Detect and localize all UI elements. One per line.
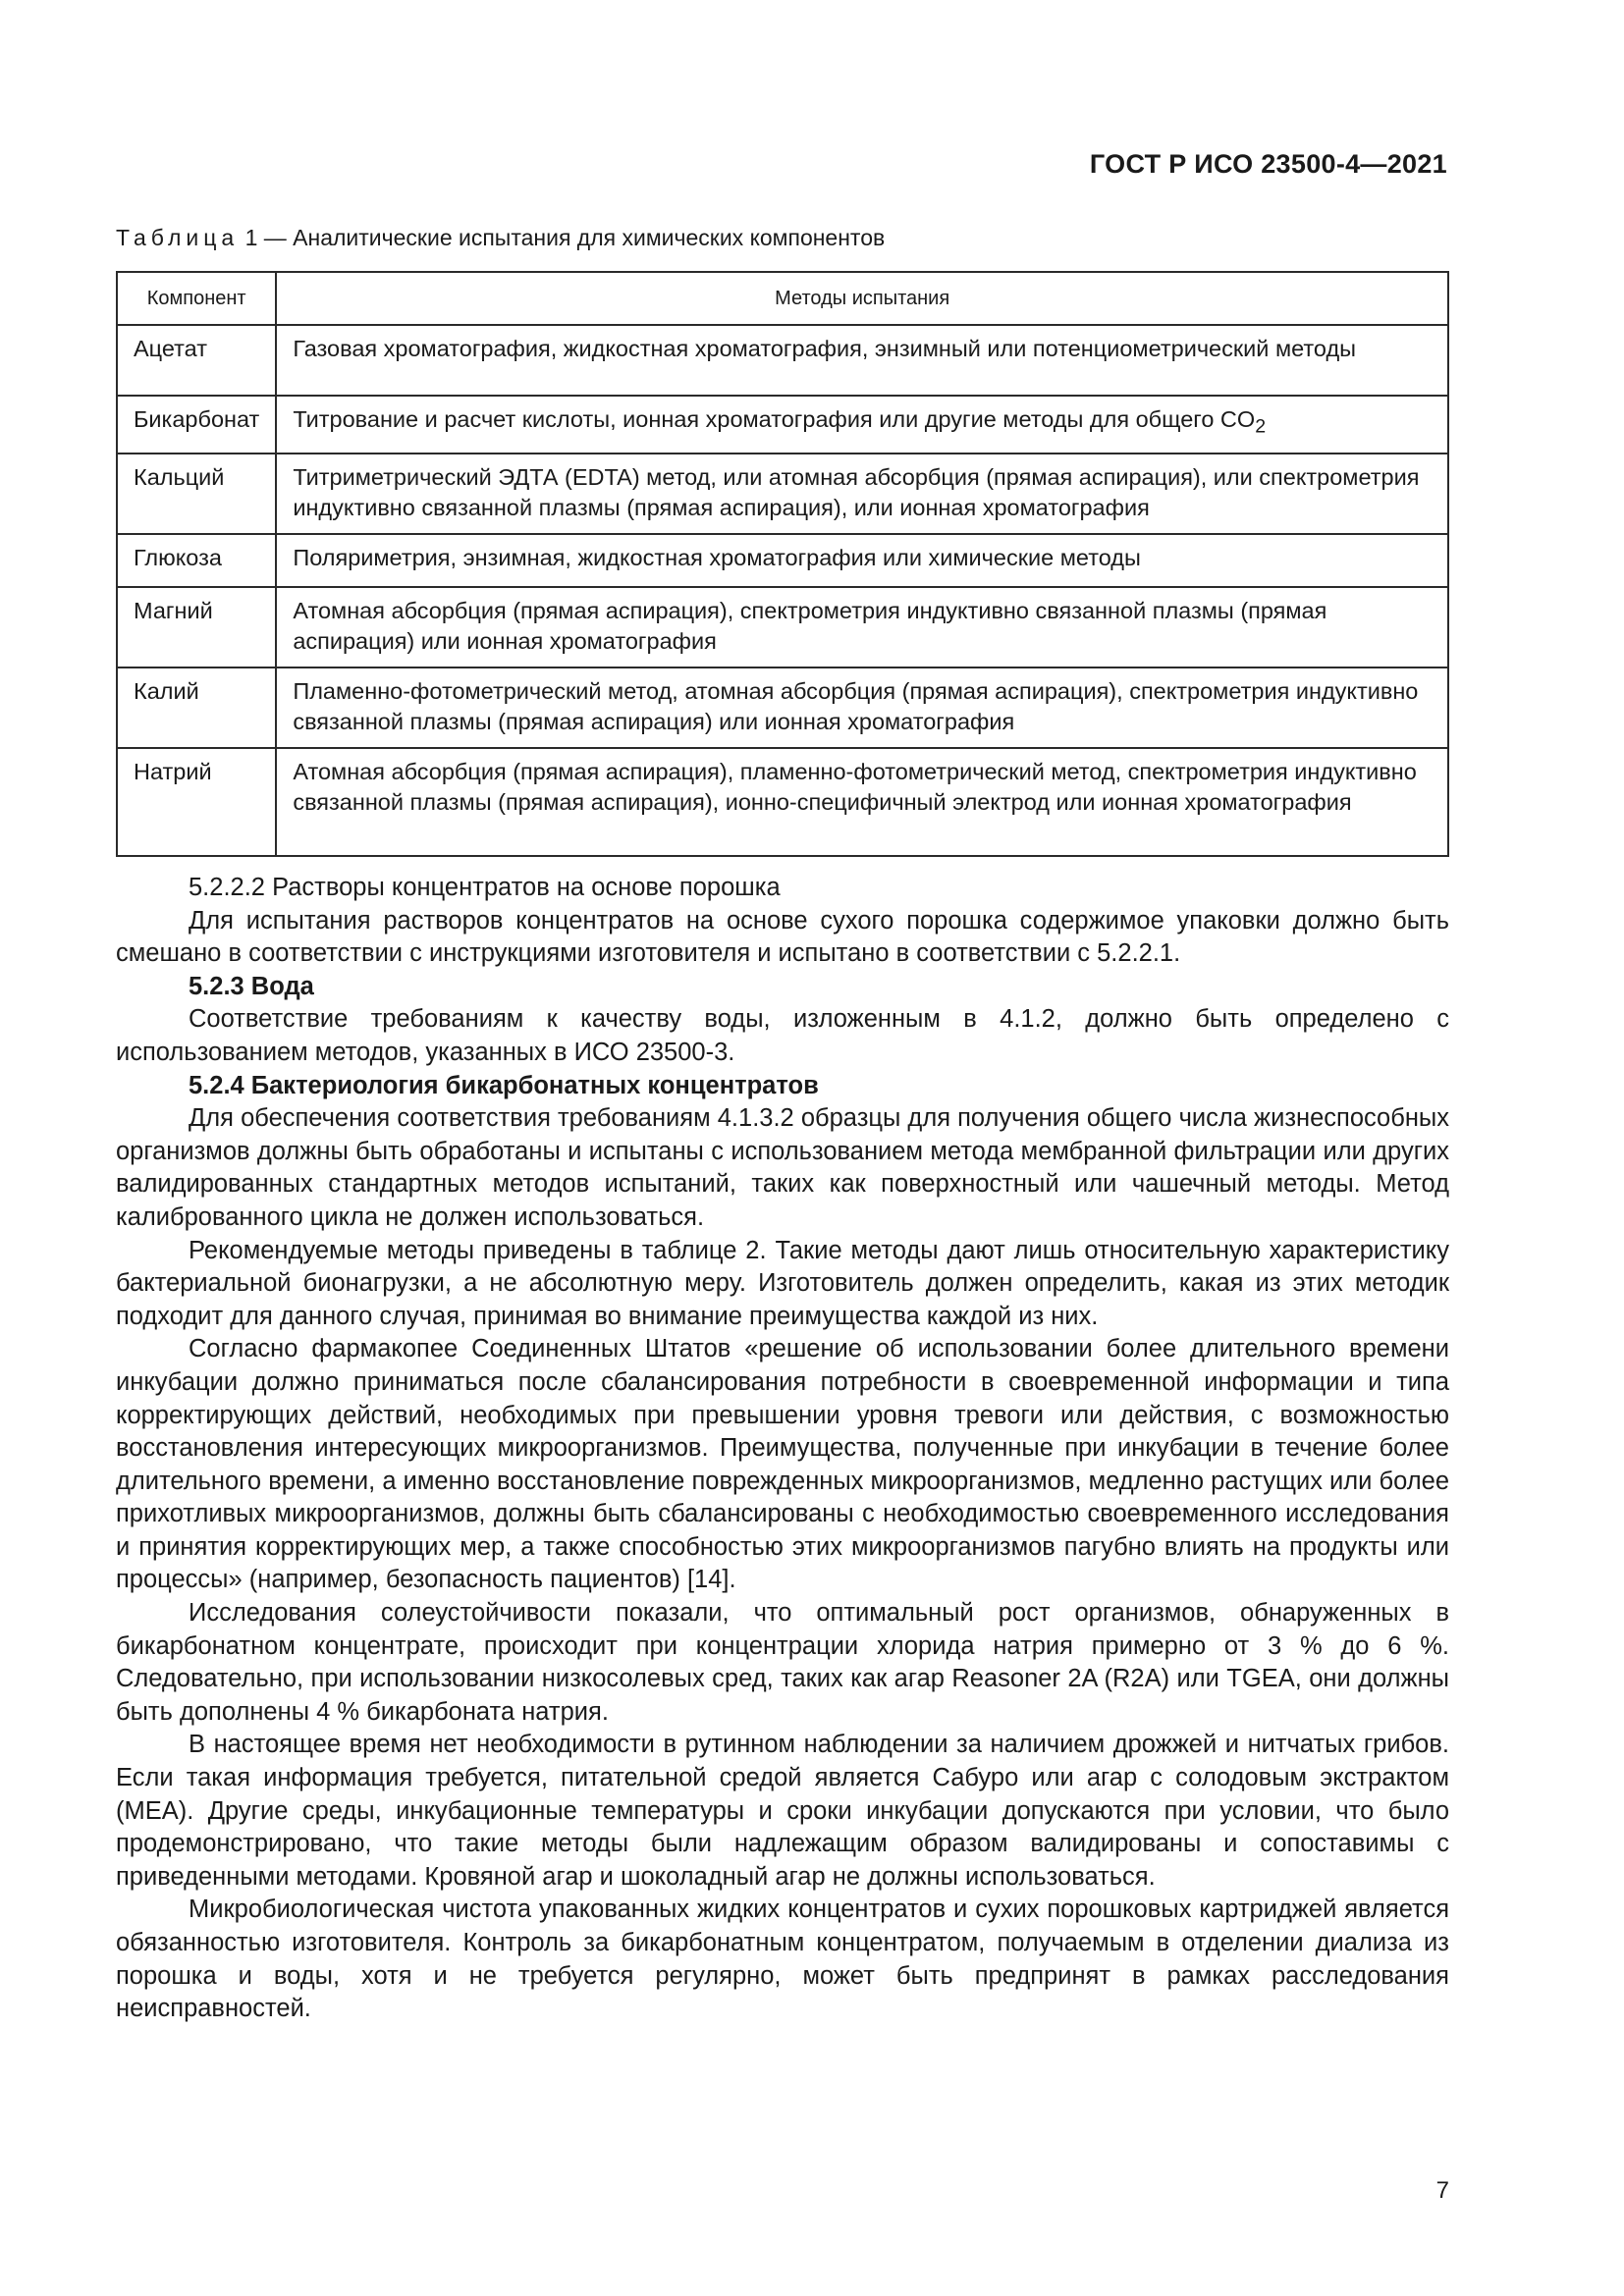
column-header-methods: Методы испытания xyxy=(276,272,1448,325)
methods-cell: Поляриметрия, энзимная, жидкостная хроматография или химические методы xyxy=(276,534,1448,587)
component-cell: Магний xyxy=(117,587,276,667)
table-row xyxy=(117,454,1448,534)
methods-cell: Атомная абсорбция (прямая аспирация), пламенно-фотометрический метод, спектрометрия индуктивно связанной плазмы (прямая аспирация), ионно-специфичный электрод или ионная хроматография xyxy=(276,748,1448,856)
subsection-title: 5.2.2.2 Растворы концентратов на основе порошка xyxy=(189,874,781,901)
component-cell: Натрий xyxy=(117,748,276,856)
table-caption xyxy=(116,225,885,251)
component-cell: Глюкоза xyxy=(117,534,276,587)
methods-cell: Атомная абсорбция (прямая аспирация), спектрометрия индуктивно связанной плазмы (прямая аспирация) или ионная хроматография xyxy=(276,587,1448,667)
section-heading: 5.2.4 Бактериология бикарбонатных концентратов xyxy=(189,1071,819,1099)
component-cell: Кальций xyxy=(117,454,276,534)
methods-text: Титрование и расчет кислоты, ионная хроматография или другие методы для общего CO xyxy=(293,406,1256,432)
page-number: 7 xyxy=(1435,2177,1449,2204)
table-row xyxy=(117,325,1448,396)
component-cell: Ацетат xyxy=(117,325,276,396)
table-row xyxy=(117,396,1448,454)
methods-subscript: 2 xyxy=(1255,415,1267,438)
paragraph: Для обеспечения соответствия требованиям 4.1.3.2 образцы для получения общего числа жизнеспособных организмов должны быть обработаны и испытаны с использованием метода мембранной фильтрации или других валидированных стандартных методов испытаний, таких как поверхностный или чашечный методы. Метод калиброванного цикла не должен использоваться. xyxy=(116,1104,1449,1231)
paragraph: Соответствие требованиям к качеству воды, изложенным в 4.1.2, должно быть определено с использованием методов, указанных в ИСО 23500-3. xyxy=(116,1005,1449,1066)
document-standard-id: ГОСТ Р ИСО 23500-4—2021 xyxy=(1089,149,1447,179)
body-text xyxy=(116,872,1449,2026)
component-cell: Калий xyxy=(117,667,276,748)
methods-cell: Пламенно-фотометрический метод, атомная абсорбция (прямая аспирация), спектрометрия индуктивно связанной плазмы (прямая аспирация) или ионная хроматография xyxy=(276,667,1448,748)
methods-cell: Титриметрический ЭДТА (EDTA) метод, или атомная абсорбция (прямая аспирация), или спектрометрия индуктивно связанной плазмы (прямая аспирация), или ионная хроматография xyxy=(276,454,1448,534)
paragraph: В настоящее время нет необходимости в рутинном наблюдении за наличием дрожжей и нитчатых грибов. Если такая информация требуется, питательной средой является Сабуро или агар с солодовым экстрактом (MEA). Другие среды, инкубационные температуры и сроки инкубации допускаются при условии, что было продемонстрировано, что такие методы были надлежащим образом валидированы и сопоставимы с приведенными методами. Кровяной агар и шоколадный агар не должны использоваться. xyxy=(116,1731,1449,1891)
table-row xyxy=(117,534,1448,587)
paragraph: Исследования солеустойчивости показали, что оптимальный рост организмов, обнаруженных в бикарбонатном концентрате, происходит при концентрации хлорида натрия примерно от 3 % до 6 %. Следовательно, при использовании низкосолевых сред, таких как агар Reasoner 2A (R2A) или TGEA, они должны быть дополнены 4 % бикарбоната натрия. xyxy=(116,1599,1449,1726)
component-cell: Бикарбонат xyxy=(117,396,276,454)
methods-cell: Газовая хроматография, жидкостная хроматография, энзимный или потенциометрический методы xyxy=(276,325,1448,396)
table-caption-label: Таблица xyxy=(116,225,240,250)
components-table xyxy=(116,271,1449,857)
table-caption-text: 1 — Аналитические испытания для химических компонентов xyxy=(239,225,886,250)
paragraph: Микробиологическая чистота упакованных жидких концентратов и сухих порошковых картриджей является обязанностью изготовителя. Контроль за бикарбонатным концентратом, получаемым в отделении диализа из порошка и воды, хотя и не требуется регулярно, может быть предпринят в рамках расследования неисправностей. xyxy=(116,1896,1449,2023)
column-header-component: Компонент xyxy=(117,272,276,325)
table-row xyxy=(117,748,1448,856)
table-header-row xyxy=(117,272,1448,325)
section-heading: 5.2.3 Вода xyxy=(189,972,314,1000)
paragraph: Согласно фармакопее Соединенных Штатов «решение об использовании более длительного времени инкубации должно приниматься после сбалансирования потребности в своевременной информации и типа корректирующих действий, необходимых при превышении уровня тревоги или действия, с возможностью восстановления интересующих микроорганизмов. Преимущества, полученные при инкубации в течение более длительного времени, а именно восстановление поврежденных микроорганизмов, медленно растущих или более прихотливых микроорганизмов, должны быть сбалансированы с необходимостью своевременного исследования и принятия корректирующих мер, а также способностью этих микроорганизмов пагубно влиять на продукты или процессы» (например, безопасность пациентов) [14]. xyxy=(116,1335,1449,1594)
table-row xyxy=(117,587,1448,667)
table-row xyxy=(117,667,1448,748)
paragraph: Рекомендуемые методы приведены в таблице 2. Такие методы дают лишь относительную характеристику бактериальной бионагрузки, а не абсолютную меру. Изготовитель должен определить, какая из этих методик подходит для данного случая, принимая во внимание преимущества каждой из них. xyxy=(116,1236,1449,1330)
paragraph: Для испытания растворов концентратов на основе сухого порошка содержимое упаковки должно быть смешано в соответствии с инструкциями изготовителя и испытано в соответствии с 5.2.2.1. xyxy=(116,906,1449,968)
methods-cell xyxy=(276,396,1448,454)
